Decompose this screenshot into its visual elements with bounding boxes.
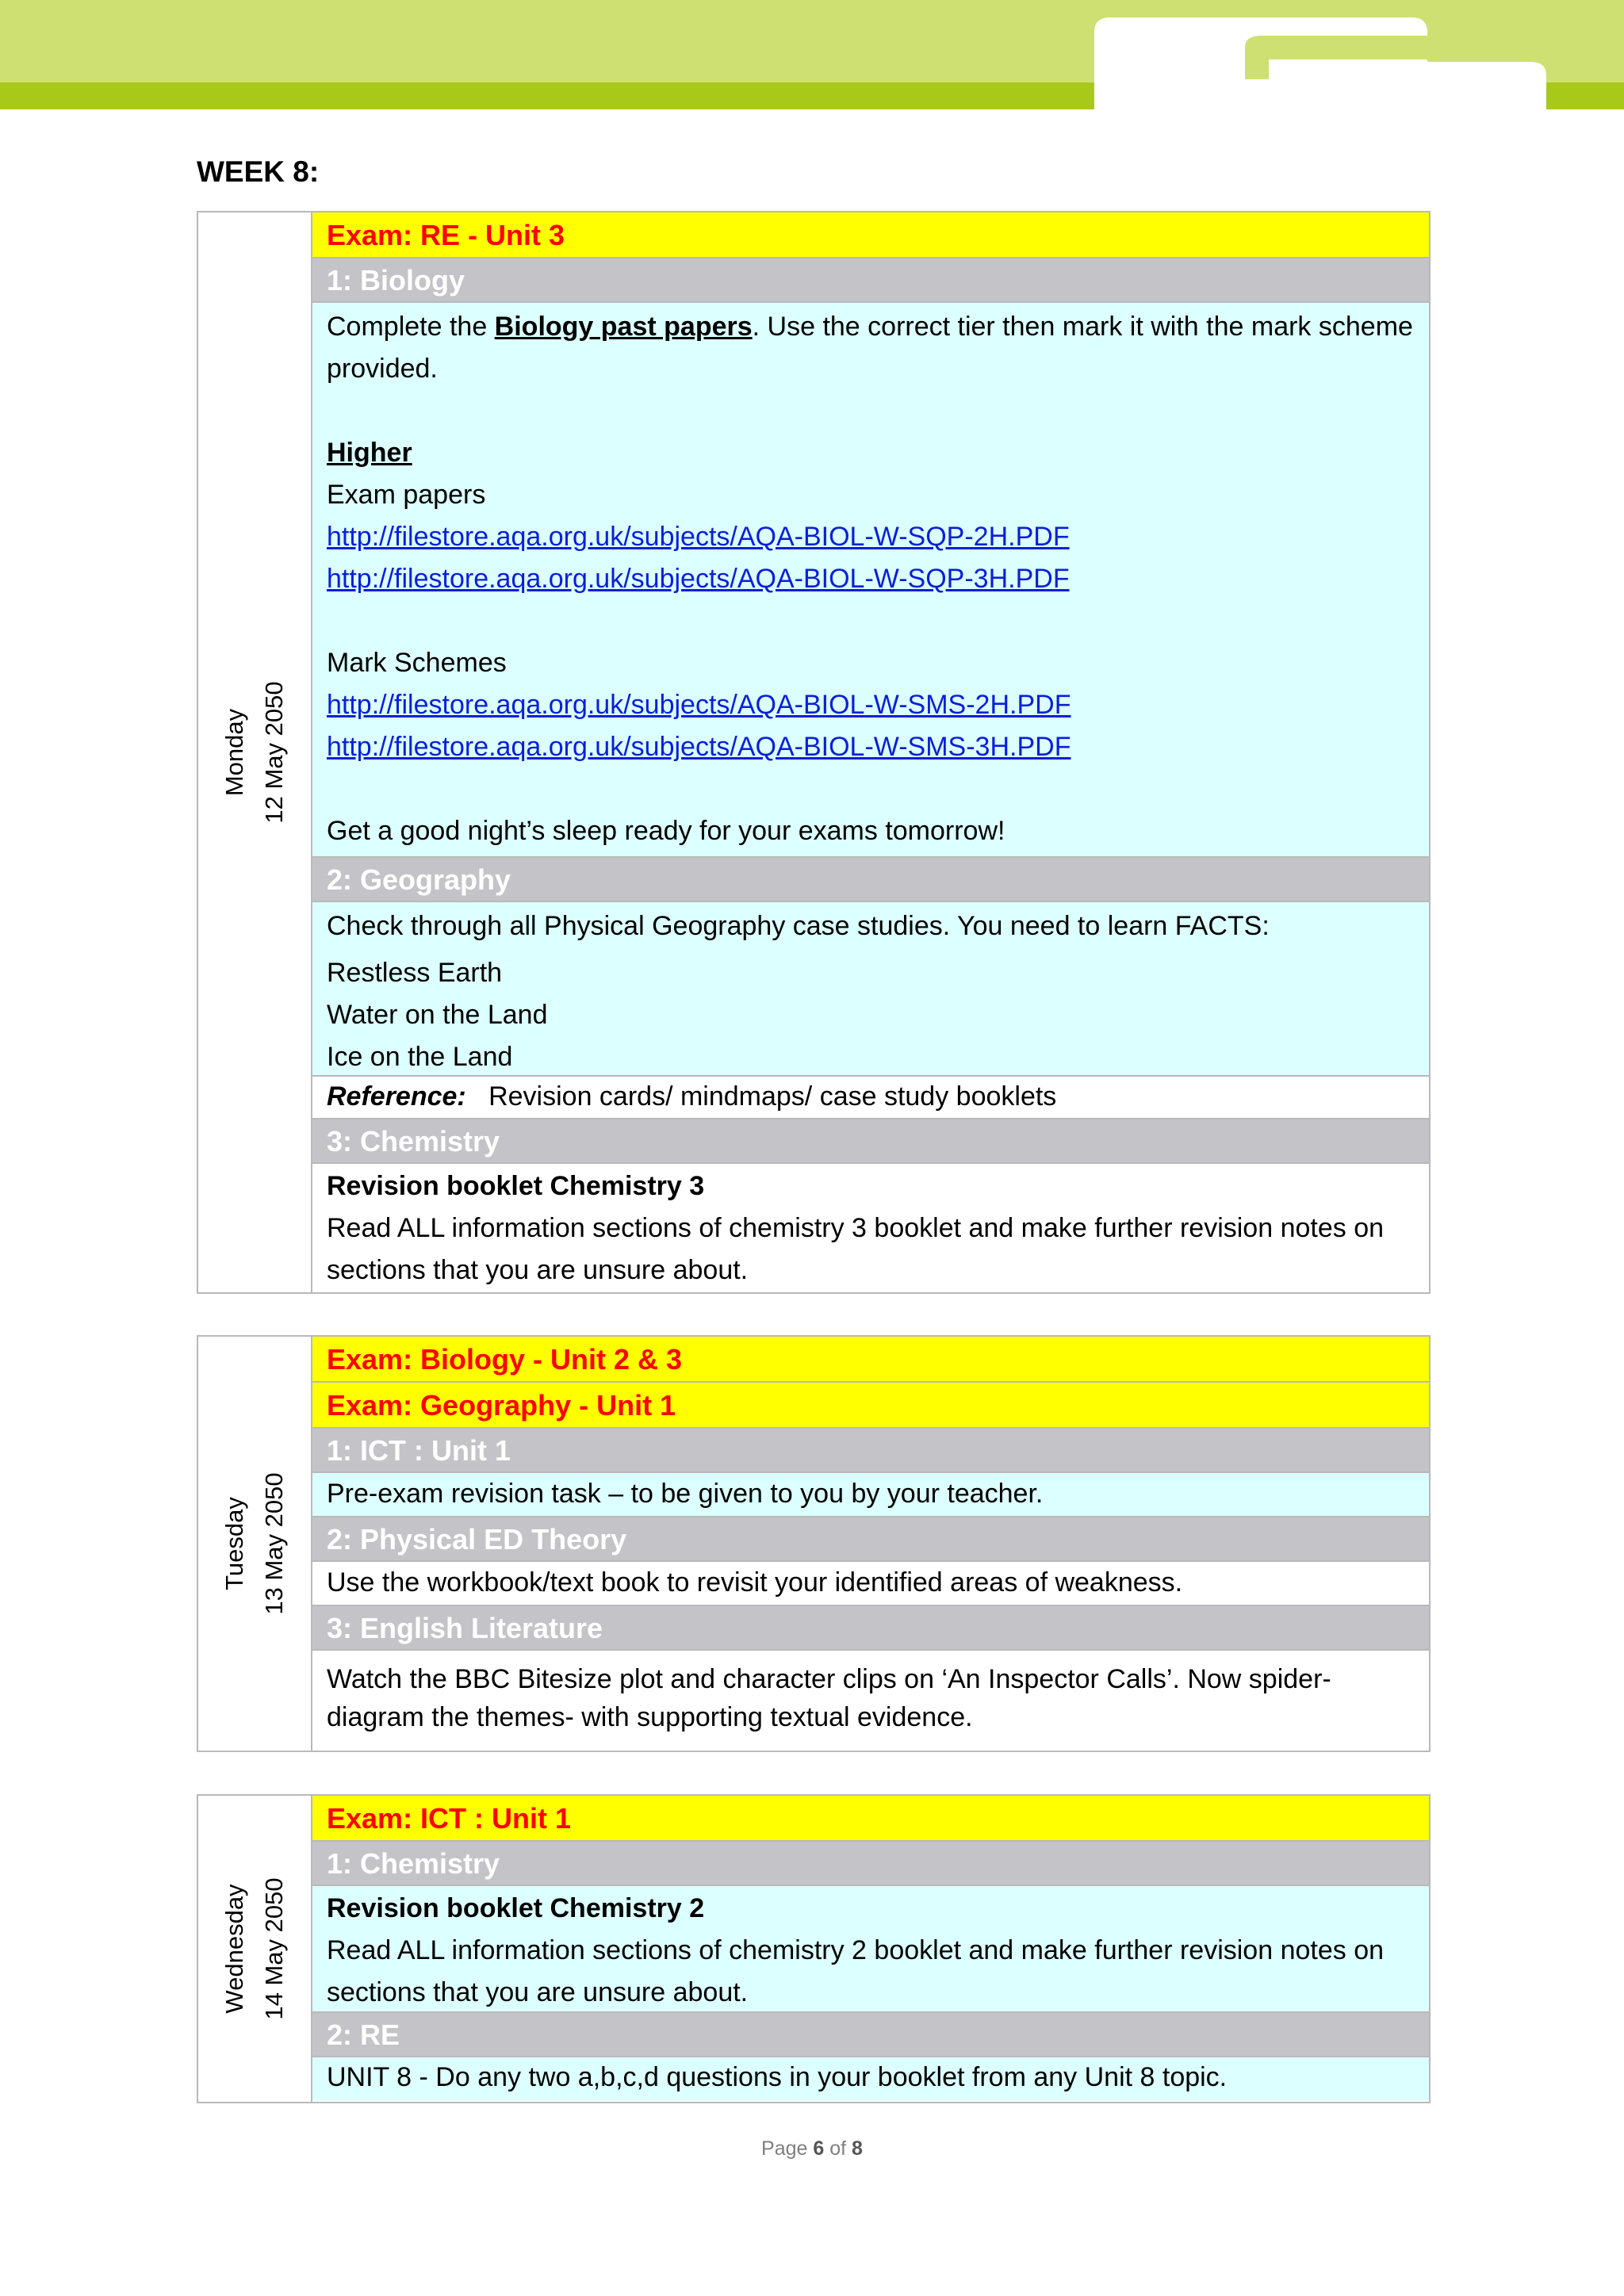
- ict-task: Pre-exam revision task – to be given to you by your teacher.: [312, 1473, 1429, 1517]
- subject-heading: 1: Chemistry: [312, 1842, 1429, 1886]
- geography-topic: Ice on the Land: [327, 1042, 513, 1072]
- subject-heading: 3: Chemistry: [312, 1119, 1429, 1164]
- day-label: [215, 1877, 294, 2019]
- exam-banner: Exam: Biology - Unit 2 & 3: [312, 1337, 1429, 1383]
- mark-scheme-link[interactable]: http://filestore.aqa.org.uk/subjects/AQA-BIOL-W-SMS-3H.PDF: [327, 732, 1071, 762]
- chemistry-title: Revision booklet Chemistry 3: [327, 1171, 705, 1201]
- exam-banner: Exam: ICT : Unit 1: [312, 1796, 1429, 1842]
- exam-banner: Exam: Geography - Unit 1: [312, 1383, 1429, 1429]
- subject-heading: 2: Physical ED Theory: [312, 1517, 1429, 1562]
- geography-intro: Check through all Physical Geography case studies. You need to learn FACTS:: [327, 911, 1270, 941]
- subject-heading: 2: Geography: [312, 858, 1429, 902]
- exam-paper-link[interactable]: http://filestore.aqa.org.uk/subjects/AQA-BIOL-W-SQP-2H.PDF: [327, 522, 1070, 552]
- reference-label: Reference:: [327, 1081, 466, 1112]
- reference-text: Revision cards/ mindmaps/ case study booklets: [488, 1081, 1057, 1112]
- mark-scheme-link[interactable]: http://filestore.aqa.org.uk/subjects/AQA-BIOL-W-SMS-2H.PDF: [327, 690, 1071, 720]
- mark-schemes-label: Mark Schemes: [327, 648, 507, 678]
- page-current: 6: [813, 2137, 825, 2160]
- day-date: 13 May 2050: [260, 1472, 288, 1615]
- exam-banner: Exam: RE - Unit 3: [312, 212, 1429, 258]
- day-cell: [198, 212, 312, 1292]
- english-task: Watch the BBC Bitesize plot and character clips on ‘An Inspector Calls’. Now spider-diagram the themes- with supporting textual evidence.: [312, 1651, 1429, 1736]
- page-footer: Page 6 of 8: [761, 2137, 863, 2160]
- re-task: UNIT 8 - Do any two a,b,c,d questions in your booklet from any Unit 8 topic.: [312, 2057, 1429, 2100]
- day-content: [312, 212, 1429, 1292]
- geography-task: [312, 902, 1429, 1077]
- day-name: Tuesday: [220, 1497, 248, 1590]
- chemistry-task: [312, 1164, 1429, 1292]
- reference-row: [312, 1077, 1429, 1119]
- exam-paper-link[interactable]: http://filestore.aqa.org.uk/subjects/AQA-BIOL-W-SQP-3H.PDF: [327, 564, 1070, 594]
- chemistry-task: [312, 1886, 1429, 2013]
- chemistry-text: Read ALL information sections of chemistry 2 booklet and make further revision notes on sections that you are unsure about.: [327, 1935, 1385, 2007]
- tuesday-table: [197, 1335, 1431, 1752]
- day-name: Monday: [220, 708, 248, 797]
- header-graphic: [0, 0, 1624, 111]
- day-date: 12 May 2050: [260, 681, 288, 824]
- pe-task: Use the workbook/text book to revisit your identified areas of weakness.: [312, 1562, 1429, 1606]
- header-banner: [0, 0, 1624, 111]
- subject-heading: 2: RE: [312, 2013, 1429, 2057]
- day-cell: [198, 1337, 312, 1751]
- day-content: [312, 1796, 1429, 2102]
- week-title: WEEK 8:: [197, 155, 320, 188]
- subject-heading: 3: English Literature: [312, 1606, 1429, 1651]
- chemistry-text: Read ALL information sections of chemistry 3 booklet and make further revision notes on sections that you are unsure about.: [327, 1213, 1385, 1285]
- tier-label: Higher: [327, 438, 412, 468]
- day-label: [215, 681, 294, 823]
- geography-topic: Restless Earth: [327, 958, 503, 988]
- monday-table: [197, 211, 1431, 1294]
- exam-papers-label: Exam papers: [327, 480, 486, 510]
- subject-heading: 1: ICT : Unit 1: [312, 1429, 1429, 1473]
- day-content: [312, 1337, 1429, 1751]
- chemistry-title: Revision booklet Chemistry 2: [327, 1893, 705, 1923]
- day-cell: [198, 1796, 312, 2102]
- day-name: Wednesday: [220, 1884, 248, 2014]
- wednesday-table: [197, 1794, 1431, 2103]
- day-date: 14 May 2050: [260, 1877, 288, 2020]
- geography-topic: Water on the Land: [327, 1000, 548, 1030]
- biology-past-papers-link[interactable]: Biology past papers: [494, 312, 753, 342]
- biology-intro: Complete the Biology past papers. Use the correct tier then mark it with the mark scheme provided.: [327, 312, 1413, 384]
- page-total: 8: [852, 2137, 863, 2160]
- day-label: [215, 1472, 294, 1614]
- subject-heading: 1: Biology: [312, 258, 1429, 303]
- closing-note: Get a good night’s sleep ready for your exams tomorrow!: [327, 816, 1005, 846]
- biology-task: [312, 303, 1429, 858]
